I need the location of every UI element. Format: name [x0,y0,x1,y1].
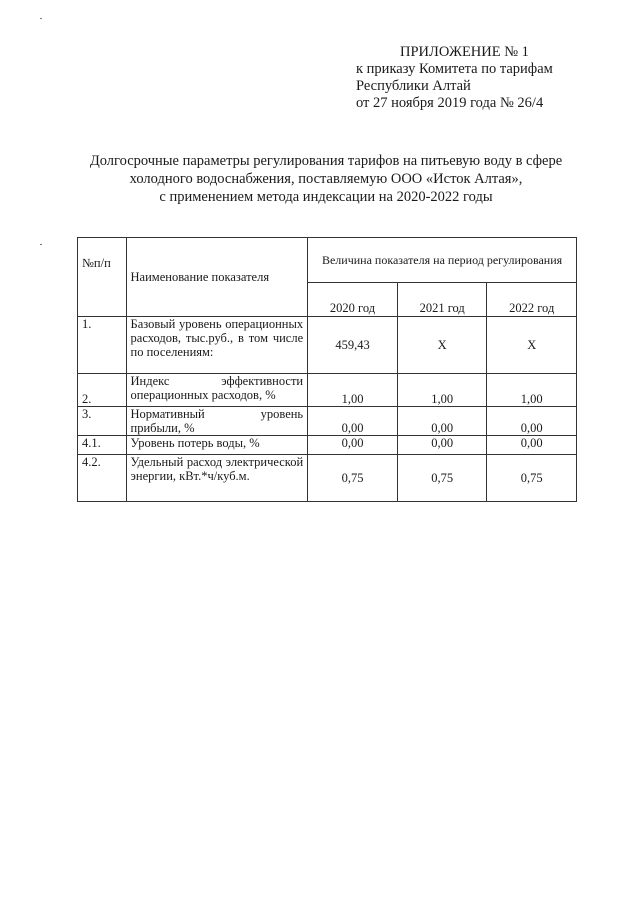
row-value: 1,00 [487,374,577,407]
parameters-table [77,237,577,502]
appendix-header [356,44,616,112]
row-name: Индекс эффективности операционных расходов, % [126,374,308,407]
appendix-region: Республики Алтай [356,78,471,94]
row-num: 4.1. [78,436,127,455]
appendix-date: от 27 ноября 2019 года № 26/4 [356,95,544,111]
row-value: Х [487,317,577,374]
table-row [78,436,577,455]
row-num: 3. [78,407,127,436]
row-value: 1,00 [397,374,487,407]
title-line: с применением метода индексации на 2020-2022 годы [159,189,493,205]
margin-mark [40,244,42,245]
row-value: 0,00 [308,407,398,436]
appendix-title: ПРИЛОЖЕНИЕ № 1 [400,44,529,60]
title-line: Долгосрочные параметры регулирования тарифов на питьевую воду в сфере [89,153,563,169]
appendix-order-ref: к приказу Комитета по тарифам [356,61,553,77]
title-line: холодного водоснабжения, поставляемую ООО «Исток Алтая», [129,171,523,187]
row-value: 0,75 [487,455,577,502]
header-period-group: Величина показателя на период регулирования [308,238,577,283]
table-header-row [78,238,577,283]
header-year: 2020 год [308,283,398,317]
row-name: Базовый уровень операционных расходов, тыс.руб., в том числе по поселениям: [126,317,308,374]
header-num: №п/п [78,238,127,317]
table-row [78,317,577,374]
row-name: Уровень потерь воды, % [126,436,308,455]
row-value: 0,75 [308,455,398,502]
header-year: 2021 год [397,283,487,317]
row-value: 0,00 [487,436,577,455]
row-name: Удельный расход электрической энергии, кВт.*ч/куб.м. [126,455,308,502]
row-value: Х [397,317,487,374]
table-row [78,407,577,436]
row-value: 0,00 [397,436,487,455]
row-value: 0,00 [397,407,487,436]
row-num: 4.2. [78,455,127,502]
row-name: Нормативный уровень прибыли, % [126,407,308,436]
table-row [78,455,577,502]
header-year: 2022 год [487,283,577,317]
row-value: 0,00 [308,436,398,455]
row-value: 0,75 [397,455,487,502]
table-row [78,374,577,407]
row-value: 1,00 [308,374,398,407]
header-name: Наименование показателя [126,238,308,317]
margin-mark [40,18,42,19]
row-value: 0,00 [487,407,577,436]
row-num: 1. [78,317,127,374]
row-num: 2. [78,374,127,407]
row-value: 459,43 [308,317,398,374]
document-title [70,152,582,206]
